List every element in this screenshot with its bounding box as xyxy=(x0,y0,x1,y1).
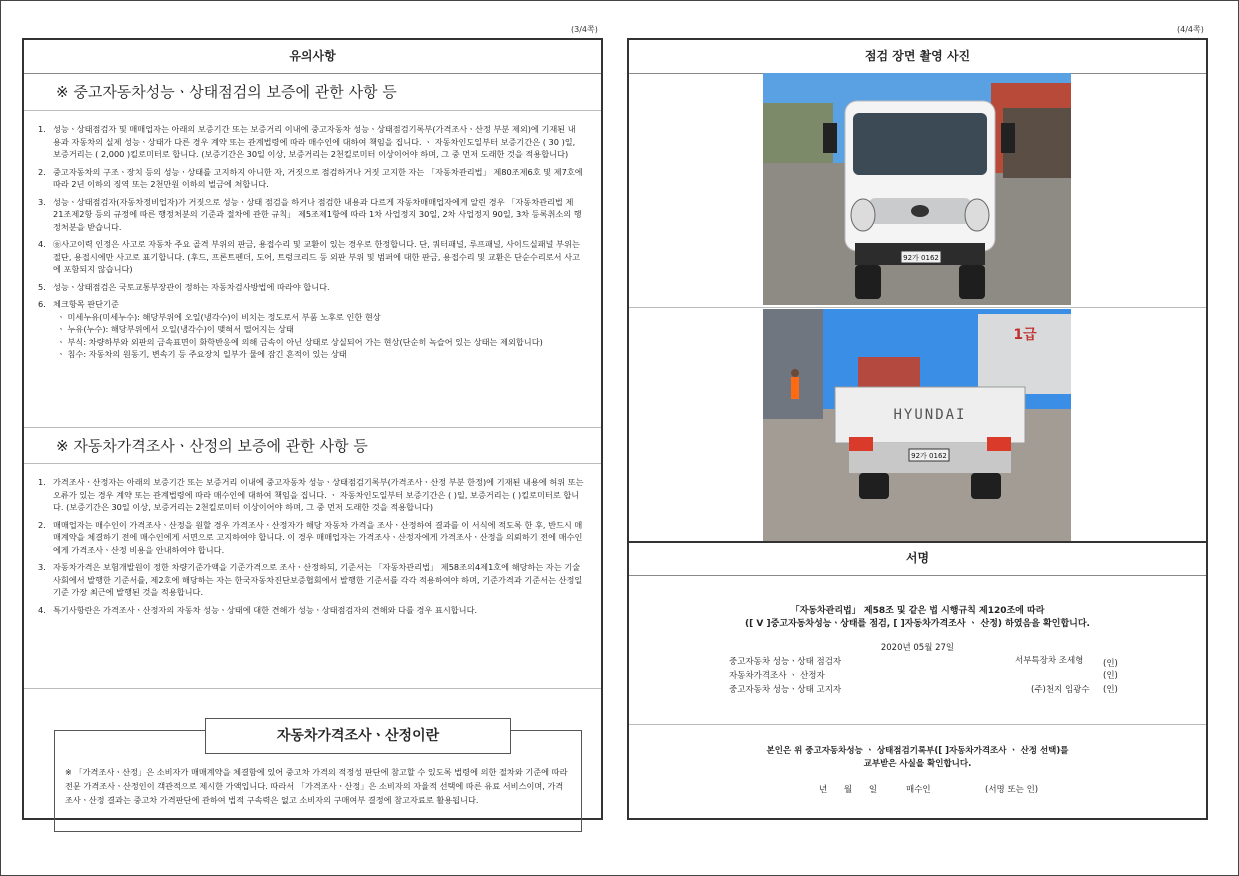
list-item: 5. 성능ㆍ상태점검은 국토교통부장관이 정하는 자동차검사방법에 따라야 합니다. xyxy=(38,281,330,292)
law-line-1: 「자동차관리법」 제58조 및 같은 법 시행규칙 제120조에 따라 xyxy=(790,606,1045,616)
signature-law-text xyxy=(629,605,1206,653)
confirm-line-1: 본인은 위 중고자동차성능 ㆍ 상태점검기록부([ ]자동차가격조사 ㆍ 산정 선택)를 xyxy=(766,746,1069,756)
list-item: 3. 자동차가격은 보험개발원이 정한 차량기준가액을 기준가격으로 조사ㆍ산정하되, 기준서는 「자동차관리법」 제58조의4제1호에 해당하는 자는 기술사회에서 발행한 기준서를, 제2호에 해당하는 자는 한국자동차진단보증협회에서 발행한 기준서를 각각 적용하여야 하며, 기준가격과 기준서는 산정일 기준 가장 최근에 발행된 것을 적용합니다. xyxy=(38,562,583,597)
signature-title: 서명 xyxy=(629,542,1206,576)
notice-title: 자동차가격조사ㆍ산정이란 xyxy=(205,718,511,754)
seal-mark: (인) xyxy=(1103,659,1118,669)
section2-heading: ※ 자동차가격조사ㆍ산정의 보증에 관한 사항 등 xyxy=(56,437,368,455)
inspector-name: 서부특장차 조세형 xyxy=(1015,656,1084,666)
divider xyxy=(629,724,1206,725)
inspection-photo-rear xyxy=(763,309,1071,541)
criteria-item: ㆍ 침수: 자동차의 원동기, 변속기 등 주요장치 일부가 물에 잠긴 흔적이 있는 상태 xyxy=(57,349,347,359)
signature-date: 2020년 05월 27일 xyxy=(880,643,955,653)
cautions-panel xyxy=(22,38,603,820)
law-line-2: ([ V ]중고자동차성능ㆍ상태를 점검, [ ]자동차가격조사 ㆍ 산정) 하였음을 확인합니다. xyxy=(745,619,1090,629)
list-item: 6. 체크항목 판단기준 ㆍ 미세누유(미세누수): 해당부위에 오일(냉각수)이 비치는 정도로서 부품 노후로 인한 현상 ㆍ 누유(누수): 해당부위에서 오일(냉각수)이 맺혀서 떨어지는 상태 ㆍ 부식: 차량하부와 외판의 금속표면이 화학반응에 의해 금속이 아닌 상태로 상실되어 가는 현상(단순히 녹슬어 있는 상태는 제외합니다) ㆍ 침수: 자동차의 원동기, 변속기 등 주요장치 일부가 물에 잠긴 흔적이 있는 상태 xyxy=(36,298,583,361)
notice-text: ※ 「가격조사ㆍ산정」은 소비자가 매매계약을 체결함에 있어 중고차 가격의 적정성 판단에 참고할 수 있도록 법령에 의한 절차와 기준에 따라 전문 가격조사ㆍ산정인이 객관적으로 제시한 가액입니다. 따라서 「가격조사ㆍ산정」은 소비자의 자율적 선택에 따른 유료 서비스이며, 가격조사ㆍ산정 결과는 중고차 가격판단에 관하여 법적 구속력은 없고 소비자의 구매여부 결정에 참고자료로 활용됩니다. xyxy=(65,767,568,805)
plate-text: 92가 0162 xyxy=(911,452,947,460)
inspection-photo-front xyxy=(763,73,1071,305)
price-assessor-label: 자동차가격조사 ㆍ 산정자 xyxy=(729,671,825,681)
criteria-item: ㆍ 미세누유(미세누수): 해당부위에 오일(냉각수)이 비치는 정도로서 부품 노후로 인한 현상 xyxy=(57,311,381,322)
divider xyxy=(629,307,1206,308)
notifier-label: 중고자동차 성능ㆍ상태 고지자 xyxy=(729,685,842,695)
section2-list xyxy=(24,476,605,621)
buyer-signature: (서명 또는 인) xyxy=(985,785,1039,795)
list-item: 4. 특기사항란은 가격조사ㆍ산정자의 자동차 성능ㆍ상태에 대한 견해가 성능ㆍ상태점검자의 견해와 다를 경우 표시합니다. xyxy=(38,604,478,615)
divider xyxy=(24,463,601,464)
section1-heading: ※ 중고자동차성능ㆍ상태점검의 보증에 관한 사항 등 xyxy=(56,83,397,101)
truck-front-image xyxy=(763,73,1071,305)
list-item: 4. ㉭사고이력 인정은 사고로 자동차 주요 골격 부위의 판금, 용접수리 및 교환이 있는 경우로 한정합니다. 단, 쿼터패널, 루프패널, 사이드실패널 부위는 절단, 용접시에만 사고로 표기합니다. (후드, 프론트펜더, 도어, 트렁크리드 등 외판 부위 및 범퍼에 대한 판금, 용접수리 및 교환은 단순수리로서 사고에 포함되지 않습니다) xyxy=(38,239,580,274)
buyer-date: 년 월 일 xyxy=(819,785,878,795)
photo-title: 점검 장면 촬영 사진 xyxy=(629,40,1206,74)
photo-signature-panel xyxy=(627,38,1208,820)
list-item: 1. 가격조사ㆍ산정자는 아래의 보증기간 또는 보증거리 이내에 중고자동차 성능ㆍ상태점검기록부(가격조사ㆍ산정 부분 한정)에 기재된 내용에 허위 또는 오류가 있는 경우 계약 또는 관계법령에 따라 매수인에 대하여 책임을 집니다. ㆍ 자동차인도일부터 보증기간은 ( )일, 보증거리는 ( )킬로미터로 합니다. (보증기간은 30일 이상, 보증거리는 2천킬로미터 이상이어야 하며, 그 중 먼저 도래한 것을 적용합니다) xyxy=(38,477,584,512)
truck-rear-image xyxy=(763,309,1071,541)
notifier-name: (주)천지 임광수 xyxy=(1031,685,1090,695)
criteria-item: ㆍ 누유(누수): 해당부위에서 오일(냉각수)이 맺혀서 떨어지는 상태 xyxy=(57,324,294,334)
seal-mark: (인) xyxy=(1103,671,1118,681)
left-page-number: (3/4쪽) xyxy=(571,25,598,34)
right-page-number: (4/4쪽) xyxy=(1177,25,1204,34)
price-assessment-notice xyxy=(54,730,582,832)
receipt-confirmation xyxy=(629,745,1206,771)
cautions-title: 유의사항 xyxy=(24,40,601,74)
inspector-label: 중고자동차 성능ㆍ상태 점검자 xyxy=(729,657,842,667)
buyer-label: 매수인 xyxy=(906,785,931,795)
list-item: 1. 성능ㆍ상태점검자 및 매매업자는 아래의 보증기간 또는 보증거리 이내에 중고자동차 성능ㆍ상태점검기록부(가격조사ㆍ산정 부분 제외)에 기재된 내용과 자동차의 실제 성능ㆍ상태가 다른 경우 계약 또는 관계법령에 따라 매수인에 대하여 책임을 집니다. ㆍ 자동차인도일부터 보증기간은 ( 30 )일, 보증거리는 ( 2,000 )킬로미터로 합니다. (보증기간은 30일 이상, 보증거리는 2천킬로미터 이상이어야 하며, 그 중 먼저 도래한 것을 적용합니다) xyxy=(38,124,576,159)
list-item: 3. 성능ㆍ상태점검자(자동차정비업자)가 거짓으로 성능ㆍ상태 점검을 하거나 점검한 내용과 다르게 자동차매매업자에게 알린 경우 「자동차관리법 제21조제2항 등의 규정에 따른 행정처분의 기준과 절차에 관한 규칙」 제5조제1항에 따라 1차 사업정지 30일, 2차 사업정지 90일, 3차 등록취소의 행정처분을 받습니다. xyxy=(38,196,582,232)
divider xyxy=(24,688,601,689)
seal-mark: (인) xyxy=(1103,685,1118,695)
list-item: 2. 중고자동차의 구조ㆍ장치 등의 성능ㆍ상태를 고지하지 아니한 자, 거짓으로 점검하거나 거짓 고지한 자는 「자동차관리법」 제80조제6호 및 제7호에 따라 2년 이하의 징역 또는 2천만원 이하의 벌금에 처합니다. xyxy=(38,166,583,189)
sign-text: 1급 xyxy=(1013,327,1037,343)
plate-text: 92가 0162 xyxy=(903,254,939,262)
divider xyxy=(24,110,601,111)
section1-list xyxy=(24,123,601,361)
brand-text: HYUNDAI xyxy=(893,407,967,423)
confirm-line-2: 교부받은 사실을 확인합니다. xyxy=(863,759,972,769)
list-item: 2. 매매업자는 매수인이 가격조사ㆍ산정을 원할 경우 가격조사ㆍ산정자가 해당 자동차 가격을 조사ㆍ산정하여 결과를 이 서식에 적도록 한 후, 반드시 매매계약을 체결하기 전에 매수인에게 서면으로 고지하여야 합니다. 이 경우 매매업자는 가격조사ㆍ산정자에게 가격조사ㆍ산정을 의뢰하기 전에 매수인에게 가격조사ㆍ산정 비용을 안내하여야 합니다. xyxy=(38,519,583,555)
criteria-item: ㆍ 부식: 차량하부와 외판의 금속표면이 화학반응에 의해 금속이 아닌 상태로 상실되어 가는 현상(단순히 녹슬어 있는 상태는 제외합니다) xyxy=(57,336,543,347)
